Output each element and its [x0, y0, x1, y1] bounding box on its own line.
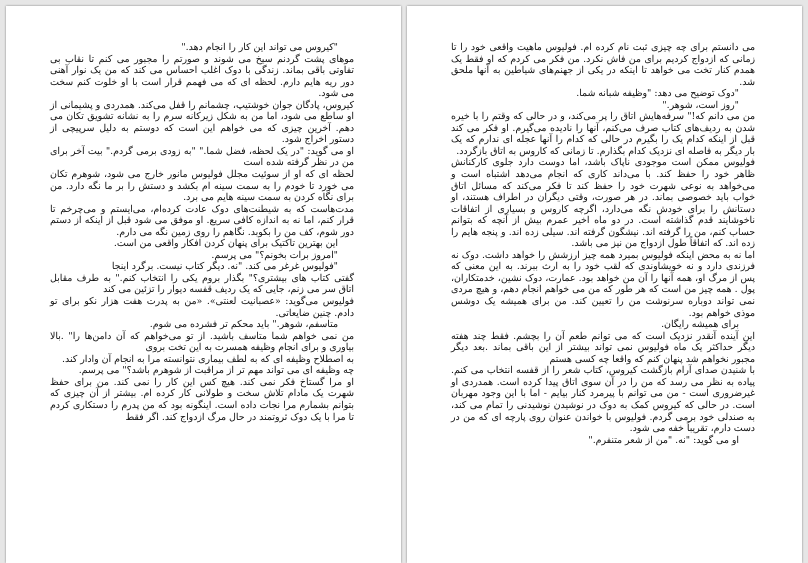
document-page-left: [6, 6, 401, 563]
paragraph: برای همیشه رایگان.: [661, 319, 739, 331]
paragraph: "دوک توضیح می دهد: "وظیفه شبانه شما.: [576, 88, 739, 100]
paragraph: فولیوس می‌گوید: «عصبانیت لعنتی». «من به پدرت هفت هزار نکو برای تو دادم. چنین ضایعاتی.: [50, 296, 354, 319]
paragraph: اما نه به محض اینکه فولیوس بمیرد همه چیز ارزشش را خواهد داشت. دوک نه فرزندی دارد و نه خویشاوندی که لقب خود را به ارث ببرند. به این معنی که پس از مرگ او، همه آنها را آن من خواهد بود. عمارت، دوک نشین، خدمتکاران، پول . همه چیز من است که هر طور که من می خواهم انجام دهم، و هیچ مردی نمی تواند دوباره سرنوشت من را تعیین کند. من برای همیشه یک دوشس موذی خواهم بود.: [451, 249, 755, 319]
page-text: [50, 42, 354, 423]
paragraph: به اصطلاح وظیفه ای که به لطف بیماری نتوانسته مرا به انجام آن وادار کند.: [62, 353, 354, 365]
paragraph: گفتی کتاب های بیشتری؟" بگذار بروم یکی را انتخاب کنم." به طرف مقابل اتاق سر می زنم، جایی که یک ردیف قفسه دیوار را تزئین می کند: [50, 272, 354, 296]
paragraph: با شنیدن صدای آرام بازگشت کیروس، کتاب شعر را از قفسه انتخاب می کنم. پیاده به نظر می رسد که من را در آن سوی اتاق پیدا کرده است. همدردی او غیرضروری است - من می توانم با پیرمرد کنار بیایم - اما با این وجود مهربان است. در حالی که کیروس کمک به دوک در نوشیدن نوشیدنی را تمام می کند، به صندلی خود برمی گردم. فولیوس با خواندن عنوان روی پارچه ای که من در دست دارم، تقریباً خفه می شود.: [451, 365, 755, 435]
document-page-right: [407, 6, 802, 563]
paragraph: این بهترین تاکتیک برای پنهان کردن افکار واقعی من است.: [113, 238, 338, 250]
paragraph: او مرا گستاخ فکر نمی کند. هیچ کس این کار را نمی کند. من برای حفظ شهرت یک مادام تلاش سخت و طولانی کار کرده ام. بیشتر از آن چیزی که بتوانم بشمارم مرا نجات داده است. اینگونه بود که من پدرم را دستکاری کردم تا مرا با یک دوک ثروتمند در حال مرگ ازدواج کند. اگر فقط: [50, 376, 354, 423]
paragraph: این آینده آنقدر نزدیک است که می توانم طعم آن را بچشم. فقط چند هفته دیگر حداکثر یک ماه فولیوس نمی تواند بیشتر از این باقی بماند .بعد دیگر مجبور نخواهم شد پنهان کنم که واقعا چه کسی هستم: [451, 330, 755, 365]
paragraph: می دانستم برای چه چیزی ثبت نام کرده ام. فولیوس ماهیت واقعی خود را تا زمانی که ازدواج کردیم برای من فاش نکرد. من فکر می کردم که او فقط یک همدم کنار تخت می خواهد تا اینکه در یکی از جهنم‌های شیاطین به آنها ملحق شد.: [451, 42, 755, 88]
paragraph: متاسفم، شوهر." باید محکم تر فشرده می شوم.: [149, 319, 338, 331]
paragraph: لحظه ای که او از سوئیت مجلل فولیوس مانور خارج می شود، شوهرم تکان می خورد تا خودم را به سمت سینه ام بکشد و دستش را بر ما نگه دارد. من برای نگاه کردن به سمت سینه هایم می برد.: [50, 169, 354, 204]
paragraph: "کیروس می تواند این کار را انجام دهد.": [181, 42, 338, 53]
paragraph: من نمی خواهم شما متاسف باشید. از تو می‌خواهم که آن دامن‌ها را" .بالا بیاوری و برای انجام وظیفه همسرت به این تخت بروی: [50, 330, 354, 354]
page-text: [451, 42, 755, 446]
paragraph: مدت‌هاست که به شیطنت‌های دوک عادت کرده‌ام، می‌ایستم و می‌چرخم تا قرار کنم، اما نه به اندازه کافی سریع. او موفق می شود قبل از اینکه از دستم دور شوم، کف من را بکوبد. نگاهم را روی زمین نگه می دارم.: [50, 203, 354, 238]
paragraph: "فولیوس غرغر می کند. "نه. دیگر کتاب نیست. برگرد اینجا: [111, 261, 338, 273]
paragraph: چه وظیفه ای می تواند مهم تر از مراقبت از شوهرم باشد؟" می پرسم.: [78, 365, 354, 377]
paragraph: "امروز برات بخونم؟" می پرسم.: [211, 249, 338, 261]
paragraph: او می گوید: "در یک لحظه، فضل شما." "به زودی برمی گردم." بیت آخر برای من در نظر گرفته شده است: [50, 145, 354, 169]
paragraph: کیروس، پادگان جوان خوشتیپ، چشمانم را قفل می‌کند. همدردی و پشیمانی از او ساطع می شود، اما من به شکل زیرکانه سرم را به نشانه تشویق تکان می دهم. آخرین چیزی که می خواهم این است که دوستم به دلیل سرپیچی از دستور اخراج شود.: [50, 99, 354, 146]
paragraph: فولیوس ممکن است موجودی ناپاک باشد، اما دوست دارد جلوی کارکنانش ظاهر خود را حفظ کند. با می‌داند کاری که انجام می‌دهد اشتباه است و می‌خواهد به نوعی شهرت خود را حفظ کند تا فکر می‌کند که مسائل اتاق خواب باید خصوصی بماند. در هر صورت، وقتی دیگران در اطراف هستند، او دستانش را برای خودش نگه می‌دارد، اگرچه کاروس و بسیاری از اتفاقات ناخوشایند قدم گذاشته است. در دو ماه اخیر عمرم بیش از آنچه که بتوانم حساب کنم، من را گرفته اند. نیشگون گرفته اند. سیلی زده اند. و پنجه هایم را زده اند. که اتفاقاً طول ازدواج من نیز می باشد.: [451, 157, 755, 250]
paragraph: من می دانم که!" سرفه‌هایش اتاق را پر می‌کند، و در حالی که وقتم را با خیره شدن به ردیف‌های کتاب صرف می‌کنم، آنها را نادیده می‌گیرم. او فکر می کند قبل از اینکه کدام یک را بگیرم در حالی که کدام را آنها عجله ای ندارم که یک بار دیگر به فاصله ای نزدیک کدام بگذارم. تا زمانی که کاروس به اتاق بازگردد.: [451, 111, 755, 157]
paragraph: او می گوید: "نه. "من از شعر متنفرم.": [588, 434, 739, 446]
paragraph: "روز است، شوهر.": [662, 99, 739, 111]
paragraph: موهای پشت گردنم سیخ می شوند و صورتم را مجبور می کنم تا نقاب بی تفاوتی باقی بماند. زندگی با دوک اغلب احساس می کند که من یک نوار آهنی دور ریه هایم دارم. لحظه ای که می فهمم قرار است با او خلوت کنم سخت می شود.: [50, 53, 354, 100]
